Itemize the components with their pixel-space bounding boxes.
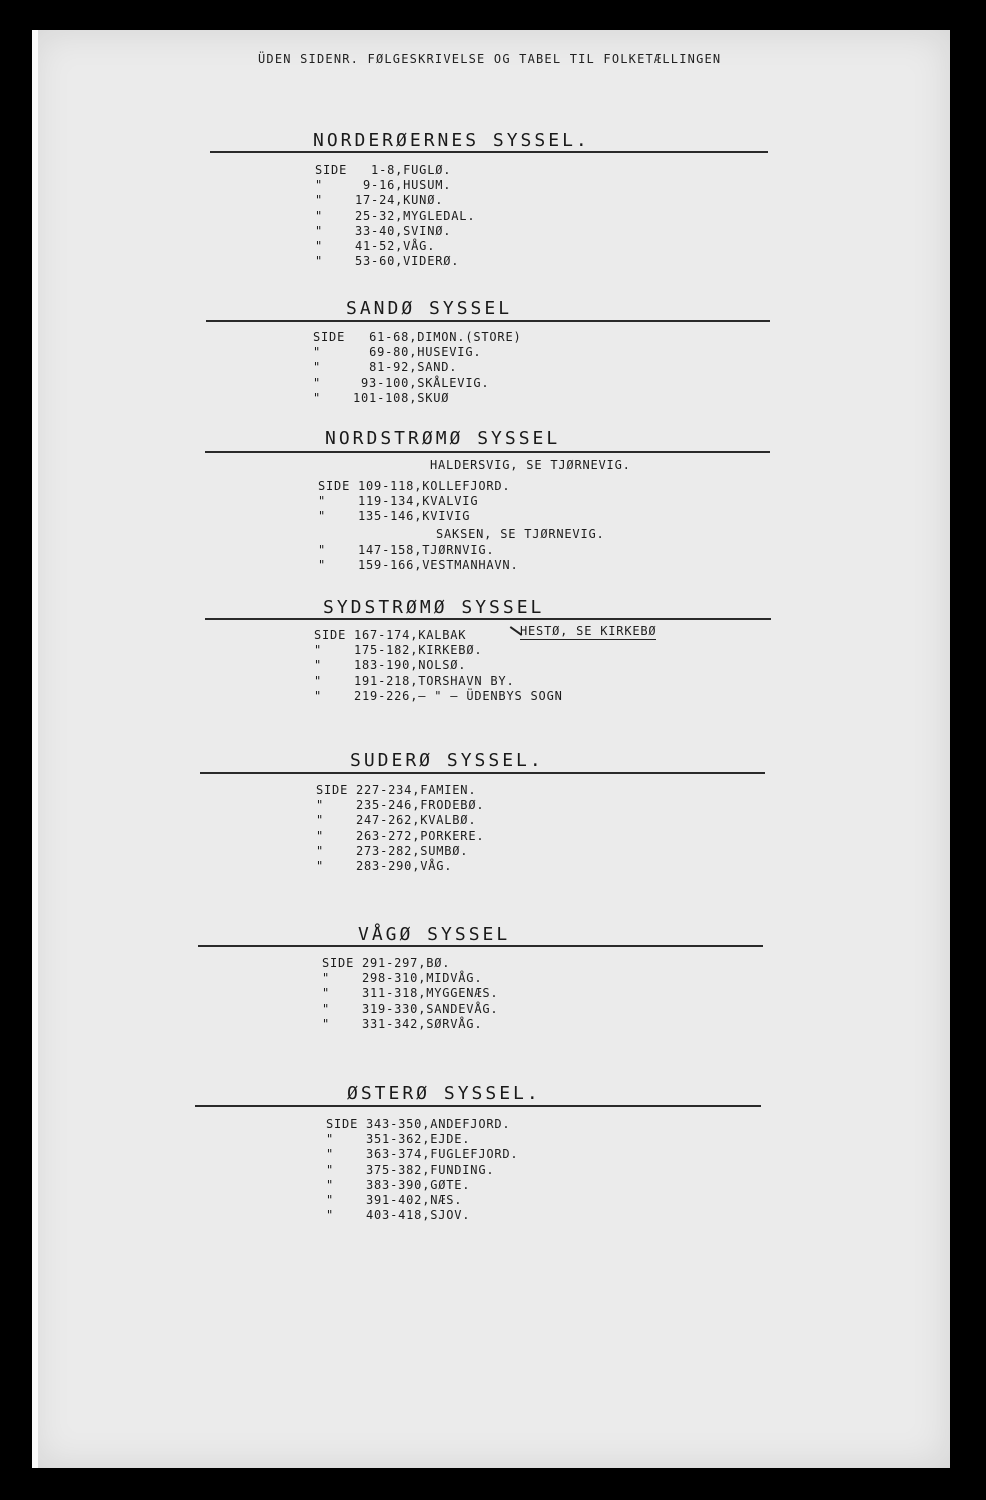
- page-range: 343-350: [366, 1117, 423, 1131]
- separator-comma: ,: [422, 1177, 431, 1192]
- page-prefix: SIDE: [318, 479, 351, 493]
- place-name: KVALBØ.: [420, 813, 477, 828]
- page-range: 147-158: [358, 543, 415, 557]
- page-prefix: SIDE: [314, 628, 347, 642]
- page-range: 273-282: [356, 843, 413, 858]
- page-prefix: ": [314, 688, 323, 703]
- page-prefix: ": [322, 1016, 331, 1031]
- page-prefix: ": [316, 843, 325, 858]
- place-name: MIDVÅG.: [426, 971, 483, 986]
- list-item: [313, 360, 522, 375]
- page-range: 159-166: [358, 558, 415, 573]
- place-name: PORKERE.: [420, 828, 485, 843]
- place-name: KVIVIG: [422, 509, 471, 524]
- list-item: [326, 1163, 518, 1178]
- page-prefix: SIDE: [322, 956, 355, 970]
- page-range: 175-182: [354, 643, 411, 658]
- place-name: SUMBØ.: [420, 843, 469, 858]
- place-name: NOLSØ.: [418, 658, 467, 673]
- page-edge: [32, 30, 38, 1468]
- page-prefix: ": [314, 673, 323, 688]
- cross-reference-note-boxed: HESTØ, SE KIRKEBØ: [520, 624, 657, 638]
- separator-comma: ,: [422, 1192, 431, 1207]
- list-item: [322, 956, 498, 971]
- place-name: MYGLEDAL.: [403, 208, 476, 223]
- section-rows: [315, 163, 475, 269]
- page-prefix: ": [316, 858, 325, 873]
- page-range: 53-60: [355, 254, 396, 269]
- page-range: 263-272: [356, 828, 413, 843]
- place-name: FUGLØ.: [403, 163, 452, 177]
- page-prefix: SIDE: [316, 783, 349, 797]
- place-name: SAND.: [417, 360, 458, 375]
- document-page: [32, 30, 950, 1468]
- separator-comma: ,: [409, 360, 418, 375]
- page-prefix: ": [322, 971, 331, 986]
- page-range: 311-318: [362, 986, 419, 1001]
- place-name: BØ.: [426, 956, 451, 970]
- separator-comma: ,: [418, 986, 427, 1001]
- page-range: 375-382: [366, 1162, 423, 1177]
- place-name: MYGGENÆS.: [426, 986, 499, 1001]
- page-prefix: ": [315, 238, 324, 253]
- page-prefix: ": [313, 375, 322, 390]
- place-name: HUSUM.: [403, 178, 452, 193]
- list-item: [326, 1193, 518, 1208]
- page-prefix: ": [314, 658, 323, 673]
- separator-comma: ,: [409, 375, 418, 390]
- separator-comma: ,: [410, 658, 419, 673]
- place-name: VESTMANHAVN.: [422, 558, 519, 573]
- list-item: [316, 783, 484, 798]
- place-name: TJØRNVIG.: [422, 543, 495, 557]
- separator-comma: ,: [410, 688, 419, 703]
- section-rule: [210, 151, 768, 153]
- separator-comma: ,: [412, 843, 421, 858]
- list-item: [318, 479, 510, 494]
- page-prefix: ": [315, 254, 324, 269]
- page-range: 183-190: [354, 658, 411, 673]
- separator-comma: ,: [412, 858, 421, 873]
- separator-comma: ,: [410, 643, 419, 658]
- page-prefix: ": [315, 193, 324, 208]
- separator-comma: ,: [414, 479, 423, 493]
- page-range: 383-390: [366, 1177, 423, 1192]
- list-item: [318, 558, 518, 573]
- section-rows: [318, 479, 510, 525]
- separator-comma: ,: [422, 1147, 431, 1162]
- place-name: KIRKEBØ.: [418, 643, 483, 658]
- section-title-norderoernes: NORDERØERNES SYSSEL.: [313, 130, 590, 151]
- list-item: [326, 1147, 518, 1162]
- list-item: [315, 224, 475, 239]
- list-item: [316, 859, 484, 874]
- section-rule: [200, 772, 765, 774]
- separator-comma: ,: [414, 558, 423, 573]
- separator-comma: ,: [418, 971, 427, 986]
- list-item: [315, 254, 475, 269]
- separator-comma: ,: [412, 783, 421, 797]
- list-item: [322, 986, 498, 1001]
- list-item: [326, 1208, 518, 1223]
- list-item: [318, 494, 510, 509]
- place-name: TORSHAVN BY.: [418, 673, 515, 688]
- list-item: [315, 209, 475, 224]
- page-range: 283-290: [356, 858, 413, 873]
- cross-reference-note: SAKSEN, SE TJØRNEVIG.: [436, 527, 605, 541]
- section-rows: [316, 783, 484, 874]
- page-range: 93-100: [361, 375, 410, 390]
- page-prefix: ": [326, 1147, 335, 1162]
- page-range: 69-80: [369, 345, 410, 360]
- list-item: [316, 798, 484, 813]
- separator-comma: ,: [395, 193, 404, 208]
- place-name: KUNØ.: [403, 193, 444, 208]
- page-range: 135-146: [358, 509, 415, 524]
- place-name: FUNDING.: [430, 1162, 495, 1177]
- list-item: [313, 345, 522, 360]
- page-range: 1-8: [371, 163, 396, 177]
- separator-comma: ,: [414, 543, 423, 557]
- page-range: 247-262: [356, 813, 413, 828]
- page-range: 363-374: [366, 1147, 423, 1162]
- page-prefix: ": [316, 813, 325, 828]
- list-item: [318, 509, 510, 524]
- list-item: [314, 658, 563, 673]
- page-range: 119-134: [358, 494, 415, 509]
- page-prefix: ": [315, 223, 324, 238]
- page-range: 219-226: [354, 688, 411, 703]
- page-range: 319-330: [362, 1001, 419, 1016]
- place-name: SØRVÅG.: [426, 1016, 483, 1031]
- page-prefix: ": [326, 1177, 335, 1192]
- place-name: GØTE.: [430, 1177, 471, 1192]
- page-header: ÜDEN SIDENR. FØLGESKRIVELSE OG TABEL TIL FOLKETÆLLINGEN: [258, 52, 722, 66]
- page-prefix: ": [318, 509, 327, 524]
- section-rule: [205, 451, 770, 453]
- list-item: [314, 674, 563, 689]
- list-item: [318, 543, 518, 558]
- place-name: VIDERØ.: [403, 254, 460, 269]
- separator-comma: ,: [418, 1016, 427, 1031]
- page-range: 351-362: [366, 1132, 423, 1147]
- page-prefix: ": [326, 1192, 335, 1207]
- place-name: KOLLEFJORD.: [422, 479, 511, 493]
- place-name: — " — ÜDENBYS SOGN: [418, 688, 563, 703]
- page-prefix: ": [315, 208, 324, 223]
- page-prefix: SIDE: [313, 330, 346, 344]
- separator-comma: ,: [412, 813, 421, 828]
- separator-comma: ,: [395, 238, 404, 253]
- page-prefix: SIDE: [315, 163, 348, 177]
- page-prefix: ": [318, 543, 327, 557]
- separator-comma: ,: [422, 1208, 431, 1223]
- list-item: [315, 178, 475, 193]
- list-item: [316, 813, 484, 828]
- list-item: [315, 239, 475, 254]
- separator-comma: ,: [422, 1132, 431, 1147]
- page-prefix: ": [322, 986, 331, 1001]
- separator-comma: ,: [414, 494, 423, 509]
- section-title-vago: VÅGØ SYSSEL: [358, 924, 511, 945]
- section-title-sydstromo: SYDSTRØMØ SYSSEL: [323, 597, 545, 618]
- page-prefix: ": [326, 1208, 335, 1223]
- place-name: VÅG.: [420, 858, 453, 873]
- section-title-sudero: SUDERØ SYSSEL.: [350, 750, 544, 771]
- page-prefix: ": [316, 798, 325, 813]
- page-prefix: ": [316, 828, 325, 843]
- page-prefix: ": [322, 1001, 331, 1016]
- list-item: [326, 1132, 518, 1147]
- place-name: SJOV.: [430, 1208, 471, 1223]
- list-item: [313, 376, 522, 391]
- page-range: 101-108: [353, 390, 410, 405]
- page-range: 191-218: [354, 673, 411, 688]
- page-range: 403-418: [366, 1208, 423, 1223]
- page-prefix: ": [313, 360, 322, 375]
- separator-comma: ,: [410, 628, 419, 642]
- page-range: 331-342: [362, 1016, 419, 1031]
- list-item: [315, 163, 475, 178]
- list-item: [316, 829, 484, 844]
- list-item: [326, 1178, 518, 1193]
- section-title-sando: SANDØ SYSSEL: [346, 298, 513, 319]
- separator-comma: ,: [414, 509, 423, 524]
- section-rule: [205, 618, 771, 620]
- page-range: 167-174: [354, 628, 411, 642]
- page-prefix: ": [315, 178, 324, 193]
- page-prefix: ": [326, 1162, 335, 1177]
- place-name: KALBAK: [418, 628, 467, 642]
- page-range: 298-310: [362, 971, 419, 986]
- place-name: SANDEVÅG.: [426, 1001, 499, 1016]
- page-range: 41-52: [355, 238, 396, 253]
- place-name: DIMON.(STORE): [417, 330, 522, 344]
- place-name: FUGLEFJORD.: [430, 1147, 519, 1162]
- page-range: 109-118: [358, 479, 415, 493]
- separator-comma: ,: [395, 163, 404, 177]
- place-name: ANDEFJORD.: [430, 1117, 511, 1131]
- separator-comma: ,: [422, 1162, 431, 1177]
- list-item: [313, 391, 522, 406]
- separator-comma: ,: [395, 178, 404, 193]
- page-prefix: ": [326, 1132, 335, 1147]
- place-name: FAMIEN.: [420, 783, 477, 797]
- page-range: 391-402: [366, 1192, 423, 1207]
- section-rows: [326, 1117, 518, 1223]
- list-item: [314, 643, 563, 658]
- page-range: 9-16: [363, 178, 396, 193]
- page-range: 17-24: [355, 193, 396, 208]
- section-title-nordstromo: NORDSTRØMØ SYSSEL: [325, 428, 561, 449]
- list-item: [322, 1002, 498, 1017]
- page-range: 81-92: [369, 360, 410, 375]
- cross-reference-note: HALDERSVIG, SE TJØRNEVIG.: [430, 458, 631, 472]
- page-prefix: ": [314, 643, 323, 658]
- section-rows: [318, 543, 518, 573]
- page-prefix: ": [318, 558, 327, 573]
- separator-comma: ,: [410, 673, 419, 688]
- place-name: VÅG.: [403, 238, 436, 253]
- page-prefix: ": [318, 494, 327, 509]
- page-prefix: ": [313, 390, 322, 405]
- page-range: 25-32: [355, 208, 396, 223]
- section-rows: [322, 956, 498, 1032]
- separator-comma: ,: [422, 1117, 431, 1131]
- place-name: SKÅLEVIG.: [417, 375, 490, 390]
- list-item: [316, 844, 484, 859]
- list-item: [322, 1017, 498, 1032]
- separator-comma: ,: [418, 956, 427, 970]
- page-prefix: ": [313, 345, 322, 360]
- list-item: [313, 330, 522, 345]
- place-name: SKUØ: [417, 390, 450, 405]
- separator-comma: ,: [395, 223, 404, 238]
- separator-comma: ,: [409, 345, 418, 360]
- page-range: 235-246: [356, 798, 413, 813]
- page-range: 33-40: [355, 223, 396, 238]
- place-name: EJDE.: [430, 1132, 471, 1147]
- separator-comma: ,: [412, 798, 421, 813]
- place-name: NÆS.: [430, 1192, 463, 1207]
- separator-comma: ,: [418, 1001, 427, 1016]
- page-range: 227-234: [356, 783, 413, 797]
- section-rule: [195, 1105, 761, 1107]
- section-title-ostero: ØSTERØ SYSSEL.: [347, 1083, 541, 1104]
- place-name: KVALVIG: [422, 494, 479, 509]
- list-item: [314, 689, 563, 704]
- list-item: [315, 193, 475, 208]
- list-item: [326, 1117, 518, 1132]
- section-rule: [206, 320, 770, 322]
- separator-comma: ,: [412, 828, 421, 843]
- place-name: SVINØ.: [403, 223, 452, 238]
- page-range: 291-297: [362, 956, 419, 970]
- separator-comma: ,: [409, 390, 418, 405]
- separator-comma: ,: [409, 330, 418, 344]
- page-range: 61-68: [369, 330, 410, 344]
- separator-comma: ,: [395, 208, 404, 223]
- place-name: HUSEVIG.: [417, 345, 482, 360]
- separator-comma: ,: [395, 254, 404, 269]
- section-rule: [198, 945, 763, 947]
- list-item: [322, 971, 498, 986]
- section-rows: [313, 330, 522, 406]
- place-name: FRODEBØ.: [420, 798, 485, 813]
- page-prefix: SIDE: [326, 1117, 359, 1131]
